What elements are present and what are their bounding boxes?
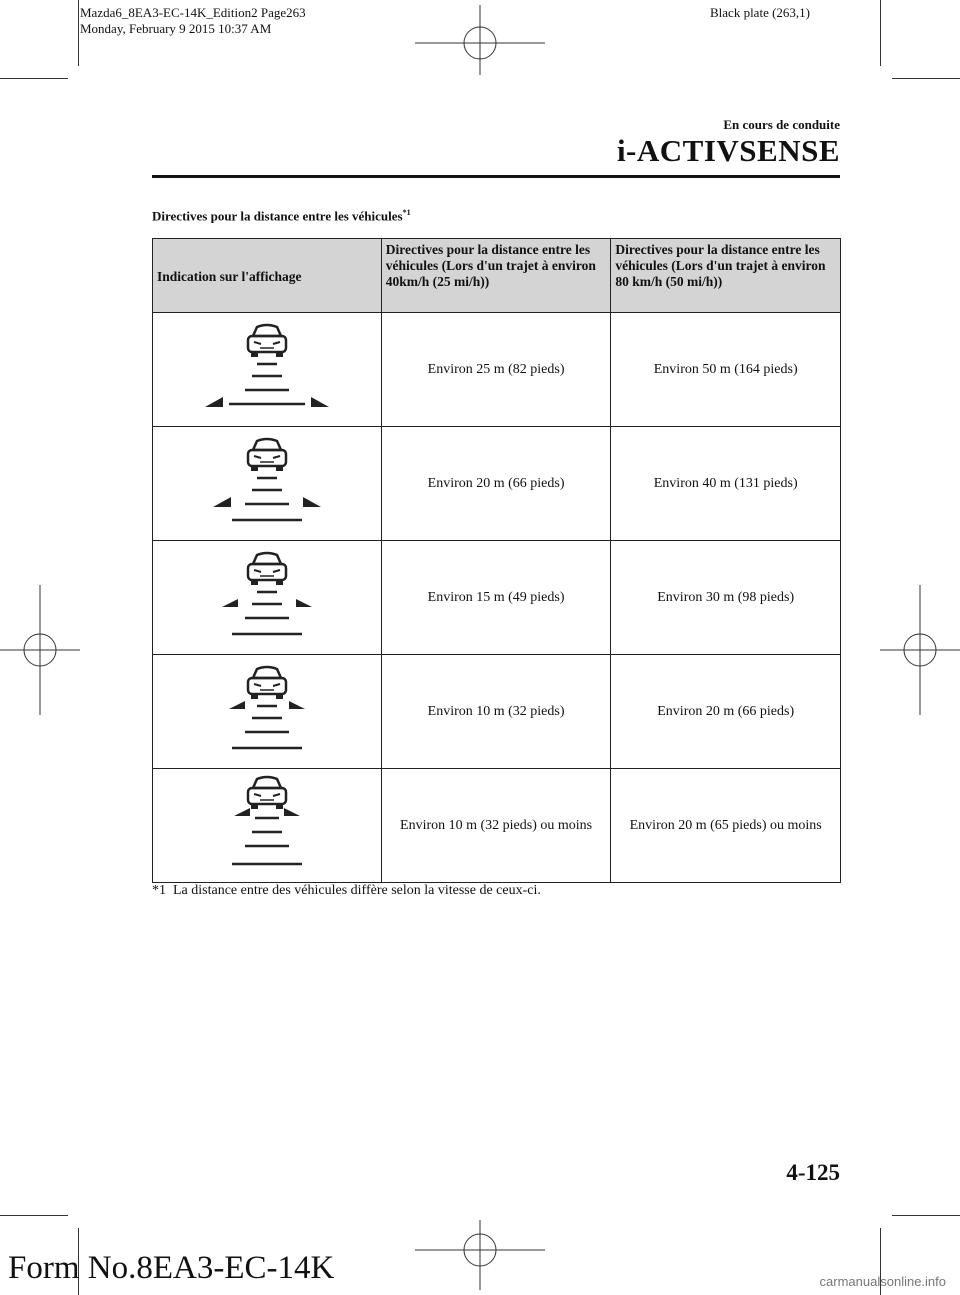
crop-mark (78, 0, 79, 66)
header-distance-40: Directives pour la distance entre les véhicules (Lors d'un trajet à environ 40km/h (25 mi/h)) (381, 239, 611, 313)
header-indication: Indication sur l'affichage (153, 239, 382, 313)
car-distance-indicator-level-5-icon (197, 318, 337, 422)
distance-table (152, 238, 841, 883)
indication-cell (153, 541, 382, 655)
footnote-reference: *1 (402, 208, 411, 217)
indication-cell (153, 769, 382, 883)
distance-80-cell: Environ 20 m (65 pieds) ou moins (611, 769, 841, 883)
page-number: 4-125 (786, 1160, 840, 1185)
form-number: Form No.8EA3-EC-14K (8, 1250, 335, 1286)
table-row (153, 655, 841, 769)
distance-40-cell: Environ 20 m (66 pieds) (381, 427, 611, 541)
indication-cell (153, 427, 382, 541)
distance-80-cell: Environ 20 m (66 pieds) (611, 655, 841, 769)
distance-40-cell: Environ 10 m (32 pieds) ou moins (381, 769, 611, 883)
footnote: *1 La distance entre des véhicules diffère selon la vitesse de ceux-ci. (152, 883, 541, 898)
crop-mark (880, 0, 881, 66)
header-distance-80: Directives pour la distance entre les véhicules (Lors d'un trajet à environ 80 km/h (50 mi/h)) (611, 239, 841, 313)
indication-cell (153, 655, 382, 769)
distance-40-cell: Environ 25 m (82 pieds) (381, 313, 611, 427)
table-row (153, 313, 841, 427)
table-row (153, 541, 841, 655)
print-header-info (80, 5, 306, 37)
car-distance-indicator-level-4-icon (197, 432, 337, 536)
distance-40-cell: Environ 10 m (32 pieds) (381, 655, 611, 769)
crop-mark (0, 1215, 68, 1216)
indication-cell (153, 313, 382, 427)
crop-mark (0, 78, 68, 79)
car-distance-indicator-level-3-icon (197, 546, 337, 650)
table-header-row (153, 239, 841, 313)
crop-mark (892, 78, 960, 79)
distance-80-cell: Environ 50 m (164 pieds) (611, 313, 841, 427)
table-caption (152, 208, 411, 224)
section-label: En cours de conduite (723, 117, 840, 132)
chapter-title: i-ACTIVSENSE (616, 133, 840, 168)
table-row (153, 769, 841, 883)
print-file-line: Mazda6_8EA3-EC-14K_Edition2 Page263 (80, 5, 306, 20)
table-caption-text: Directives pour la distance entre les véhicules (152, 208, 403, 224)
print-date-line: Monday, February 9 2015 10:37 AM (80, 21, 272, 36)
registration-target-icon (0, 585, 80, 715)
crop-mark (892, 1215, 960, 1216)
registration-target-icon (880, 585, 960, 715)
table-row (153, 427, 841, 541)
car-distance-indicator-level-1-icon (197, 774, 337, 878)
distance-80-cell: Environ 40 m (131 pieds) (611, 427, 841, 541)
registration-target-icon (415, 5, 545, 75)
plate-label: Black plate (263,1) (710, 5, 810, 20)
registration-target-icon (415, 1220, 545, 1290)
watermark-text: carmanualsonline.info (819, 1274, 946, 1289)
car-distance-indicator-level-2-icon (197, 660, 337, 764)
distance-40-cell: Environ 15 m (49 pieds) (381, 541, 611, 655)
title-rule (152, 175, 840, 178)
distance-80-cell: Environ 30 m (98 pieds) (611, 541, 841, 655)
